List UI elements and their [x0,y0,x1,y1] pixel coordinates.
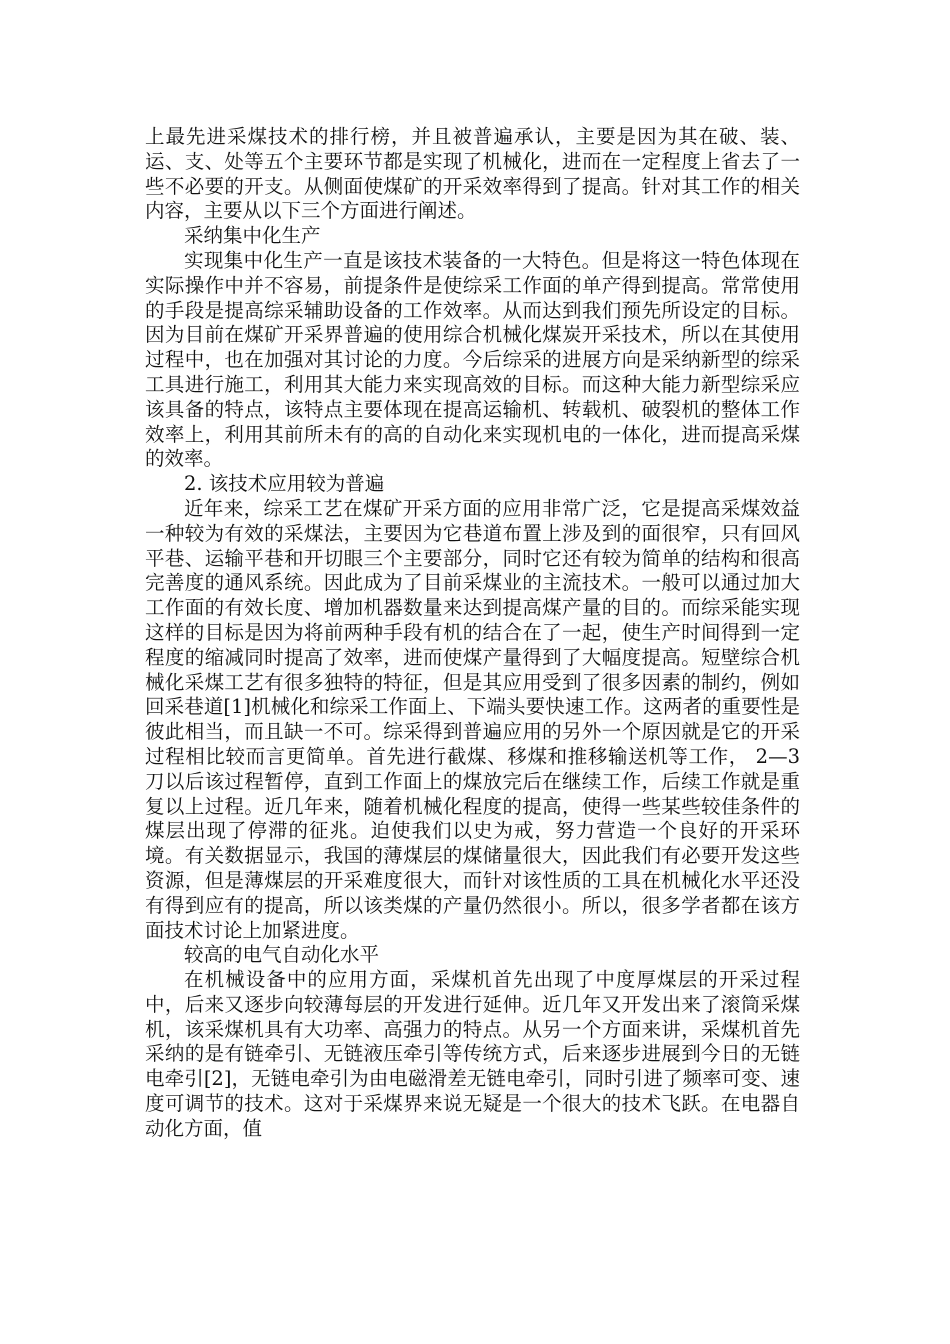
section-heading-centralized-production: 采纳集中化生产 [184,224,321,248]
document-page [145,125,800,1142]
paragraph-centralized-production: 实现集中化生产一直是该技术装备的一大特色。但是将这一特色体现在实际操作中并不容易，前提条件是使综采工作面的单产得到提高。常常使用的手段是提高综采辅助设备的工作效率。从而达到我们预先所设定的目标。因为目前在煤矿开采界普遍的使用综合机械化煤炭开采技术，所以在其使用过程中，也在加强对其讨论的力度。今后综采的进展方向是采纳新型的综采工具进行施工，利用其大能力来实现高效的目标。而这种大能力新型综采应该具备的特点，该特点主要体现在提高运输机、转载机、破裂机的整体工作效率上，利用其前所未有的高的自动化来实现机电的一体化，进而提高采煤的效率。 [145,248,800,471]
paragraph-electrical-automation: 在机械设备中的应用方面，采煤机首先出现了中度厚煤层的开采过程中，后来又逐步向较薄每层的开发进行延伸。近几年又开发出来了滚筒采煤机，该采煤机具有大功率、高强力的特点。从另一个方面来讲，采煤机首先采纳的是有链牵引、无链液压牵引等传统方式，后来逐步进展到今日的无链电牵引[2]，无链电牵引为由电磁滑差无链电牵引，同时引进了频率可变、速度可调节的技术。这对于采煤界来说无疑是一个很大的技术飞跃。在电器自动化方面，值 [145,968,800,1140]
section-heading-widespread-application: 2. 该技术应用较为普遍 [184,472,385,496]
paragraph-widespread-application: 近年来，综采工艺在煤矿开采方面的应用非常广泛，它是提高采煤效益一种较为有效的采煤法，主要因为它巷道布置上涉及到的面很窄，只有回风平巷、运输平巷和开切眼三个主要部分，同时它还有较为简单的结构和很高完善度的通风系统。因此成为了目前采煤业的主流技术。一般可以通过加大工作面的有效长度、增加机器数量来达到提高煤产量的目的。而综采能实现这样的目标是因为将前两种手段有机的结合在了一起，使生产时间得到一定程度的缩减同时提高了效率，进而使煤产量得到了大幅度提高。短壁综合机械化采煤工艺有很多独特的特征，但是其应用受到了很多因素的制约，例如回采巷道[1]机械化和综采工作面上、下端头要快速工作。这两者的重要性是彼此相当，而且缺一不可。综采得到普遍应用的另外一个原因就是它的开采过程相比较而言更简单。首先进行截煤、移煤和推移输送机等工作， 2—3 刀以后该过程暂停，直到工作面上的煤放完后在继续工作，后续工作就是重复以上过程。近几年来，随着机械化程度的提高，使得一些某些较佳条件的煤层出现了停滞的征兆。迫使我们以史为戒，努力营造一个良好的开采环境。有关数据显示，我国的薄煤层的煤储量很大，因此我们有必要开发这些资源，但是薄煤层的开采难度很大，而针对该性质的工具在机械化水平还没有得到应有的提高，所以该类煤的产量仍然很小。所以，很多学者都在该方面技术讨论上加紧进度。 [145,496,800,942]
paragraph-intro: 上最先进采煤技术的排行榜，并且被普遍承认，主要是因为其在破、装、运、支、处等五个主要环节都是实现了机械化，进而在一定程度上省去了一些不必要的开支。从侧面使煤矿的开采效率得到了提高。针对其工作的相关内容，主要从以下三个方面进行阐述。 [145,125,800,223]
section-heading-electrical-automation: 较高的电气自动化水平 [184,943,380,967]
